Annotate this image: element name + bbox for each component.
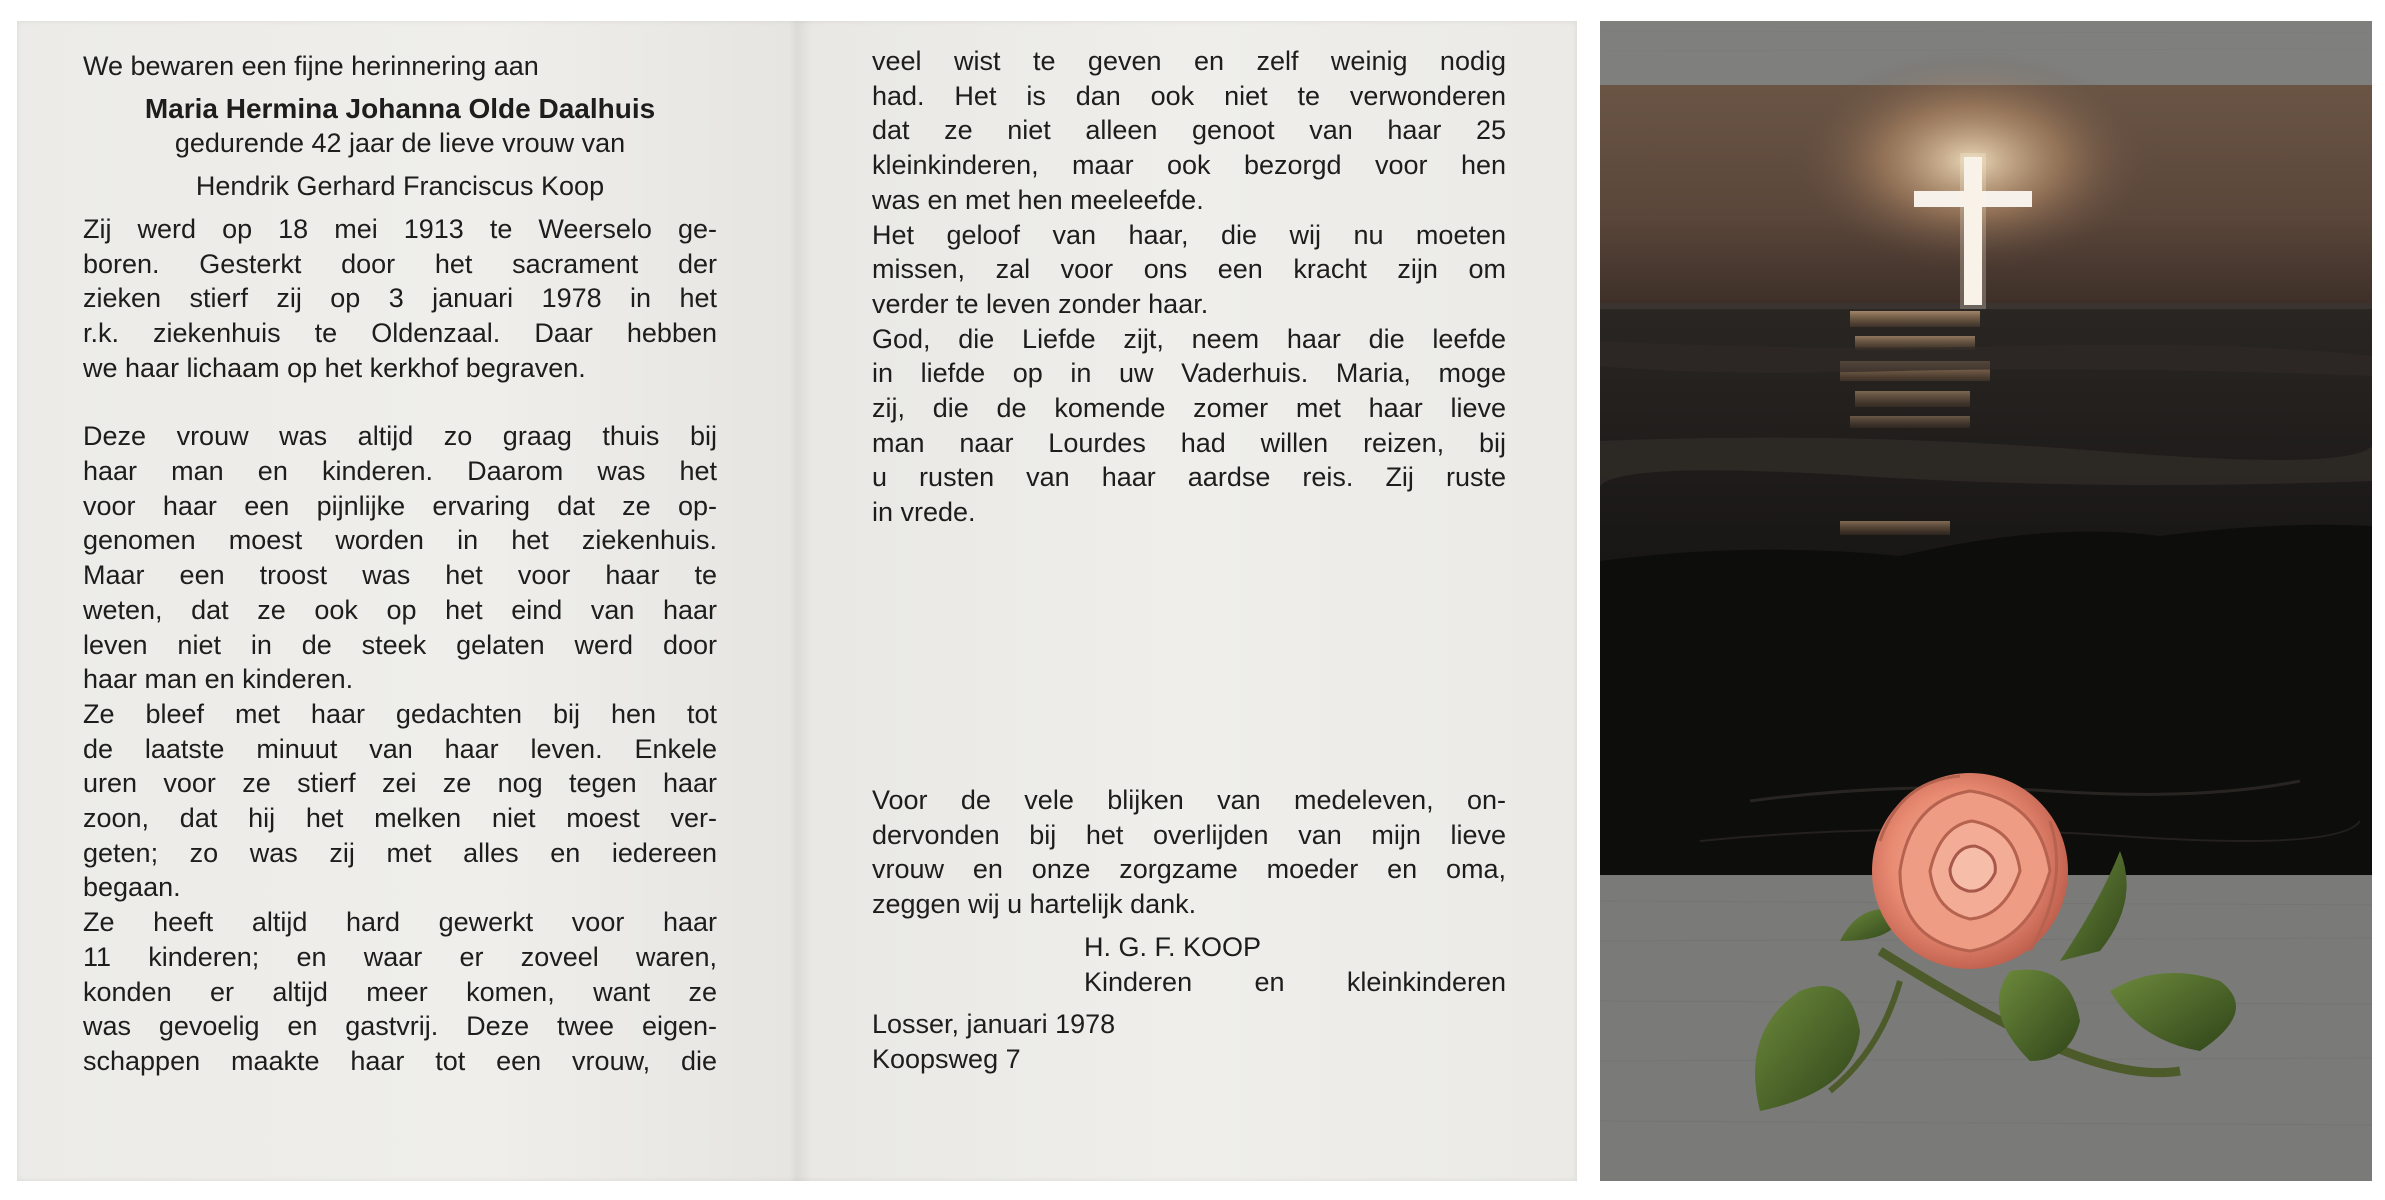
text-line: Zij werd op 18 mei 1913 te Weerselo ge- [83,213,717,244]
text-line: zieken stierf zij op 3 januari 1978 in het [83,283,717,314]
text-line: kleinkinderen, maar ook bezorgd voor hen [872,150,1506,181]
text-line: zoon, dat hij het melken niet moest ver- [83,803,717,834]
signature-name: H. G. F. KOOP [1084,931,1262,962]
text-line: veel wist te geven en zelf weinig nodig [872,46,1506,76]
left-text-panel [83,21,717,1200]
text-line: zeggen wij u hartelijk dank. [872,889,1197,920]
work-paragraph [83,905,717,1079]
text-line: Deze vrouw was altijd zo graag thuis bij [83,421,717,452]
birth-death-paragraph [83,212,717,386]
text-line: had. Het is dan ook niet te verwonderen [872,80,1506,111]
text-line: r.k. ziekenhuis te Oldenzaal. Daar hebben [83,317,717,348]
text-line: weten, dat ze ook op het eind van haar [83,594,717,625]
sunset-cross-rose-image [1600,21,2372,1181]
text-line: schappen maakte haar tot een vrouw, die [83,1045,717,1076]
text-line: u rusten van haar aardse reis. Zij ruste [872,462,1506,493]
text-line: begaan. [83,872,181,903]
text-line: Ze bleef met haar gedachten bij hen tot [83,698,717,729]
text-line: konden er altijd meer komen, want ze [83,976,717,1007]
marriage-line: gedurende 42 jaar de lieve vrouw van [174,128,626,159]
text-line: voor haar een pijnlijke ervaring dat ze op- [83,490,717,521]
prayer-paragraph [872,322,1506,530]
text-line: in liefde op in uw Vaderhuis. Maria, moge [872,358,1506,389]
thoughts-paragraph [83,697,717,905]
home-paragraph [83,419,717,697]
text-line: haar man en kinderen. [83,664,354,695]
text-line: Voor de vele blijken van medeleven, on- [872,785,1506,815]
text-line: missen, zal voor ons een kracht zijn om [872,254,1506,285]
front-photo [1600,21,2372,1181]
text-line: genomen moest worden in het ziekenhuis. [83,525,717,556]
text-line: vrouw en onze zorgzame moeder en oma, [872,854,1506,885]
text-line: Het geloof van haar, die wij nu moeten [872,219,1506,250]
right-text-panel [872,21,1506,1200]
address: Koopsweg 7 [872,1043,1021,1074]
text-line: zij, die de komende zomer met haar lieve [872,393,1506,424]
faith-paragraph [872,218,1506,322]
text-line: 11 kinderen; en waar er zoveel waren, [83,941,717,972]
text-line: we haar lichaam op het kerkhof begraven. [83,352,586,383]
text-line: in vrede. [872,497,976,528]
text-line: dat ze niet alleen genoot van haar 25 [872,115,1506,146]
text-line: boren. Gesterkt door het sacrament der [83,248,717,279]
giving-paragraph [872,44,1506,218]
deceased-name: Maria Hermina Johanna Olde Daalhuis [144,92,656,124]
text-line: geten; zo was zij met alles en iedereen [83,837,717,868]
text-line: man naar Lourdes had willen reizen, bij [872,427,1506,458]
text-line: was en met hen meeleefde. [872,184,1204,215]
signature-family: Kinderen en kleinkinderen [1084,966,1506,997]
text-line: God, die Liefde zijt, neem haar die leefde [872,323,1506,354]
text-line: was gevoelig en gastvrij. Deze twee eigen- [83,1011,717,1042]
text-line: uren voor ze stierf zei ze nog tegen haar [83,768,717,799]
text-line: haar man en kinderen. Daarom was het [83,456,717,487]
intro-line: We bewaren een fijne herinnering aan [83,51,539,81]
text-line: verder te leven zonder haar. [872,288,1209,319]
thanks-block [872,783,1506,1077]
text-line: leven niet in de steek gelaten werd door [83,629,717,660]
text-line: Maar een troost was het voor haar te [83,560,717,591]
card-inner-spread [17,21,1577,1181]
text-line: de laatste minuut van haar leven. Enkele [83,733,717,764]
text-line: Ze heeft altijd hard gewerkt voor haar [83,907,717,938]
place-date: Losser, januari 1978 [872,1009,1116,1040]
husband-name: Hendrik Gerhard Franciscus Koop [195,171,605,202]
text-line: dervonden bij het overlijden van mijn lieve [872,819,1506,850]
